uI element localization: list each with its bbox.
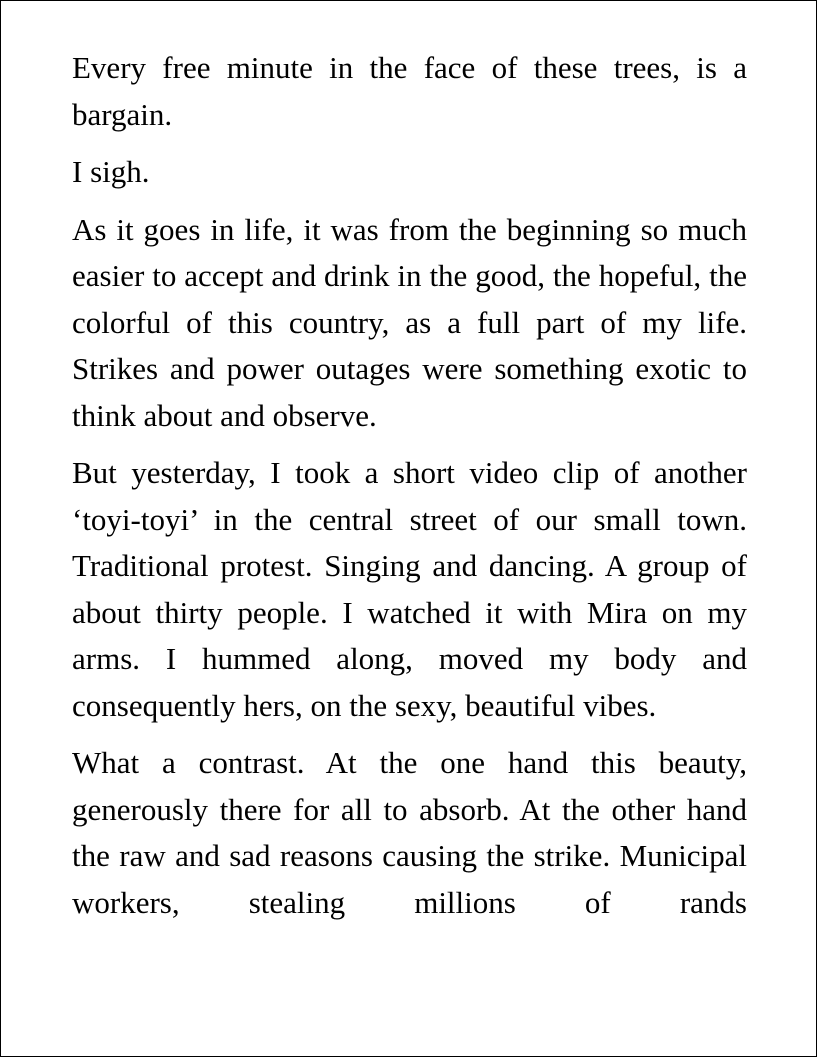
body-text [72, 45, 747, 937]
paragraph-1: Every free minute in the face of these trees, is a bargain. [72, 50, 747, 132]
paragraph-5: What a contrast. At the one hand this beauty, generously there for all to absorb. At the other hand the raw and sad reasons causing the strike. Municipal workers, stealing millions of rands [72, 745, 747, 920]
paragraph-4: But yesterday, I took a short video clip of another ‘toyi-toyi’ in the central street of our small town. Traditional protest. Singing and dancing. A group of about thirty people. I watched it with Mira on my arms. I hummed along, moved my body and consequently hers, on the sexy, beautiful vibes. [72, 455, 747, 723]
paragraph-3: As it goes in life, it was from the beginning so much easier to accept and drink in the good, the hopeful, the colorful of this country, as a full part of my life. Strikes and power outages were something exotic to think about and observe. [72, 211, 747, 433]
paragraph-2: I sigh. [72, 154, 150, 189]
